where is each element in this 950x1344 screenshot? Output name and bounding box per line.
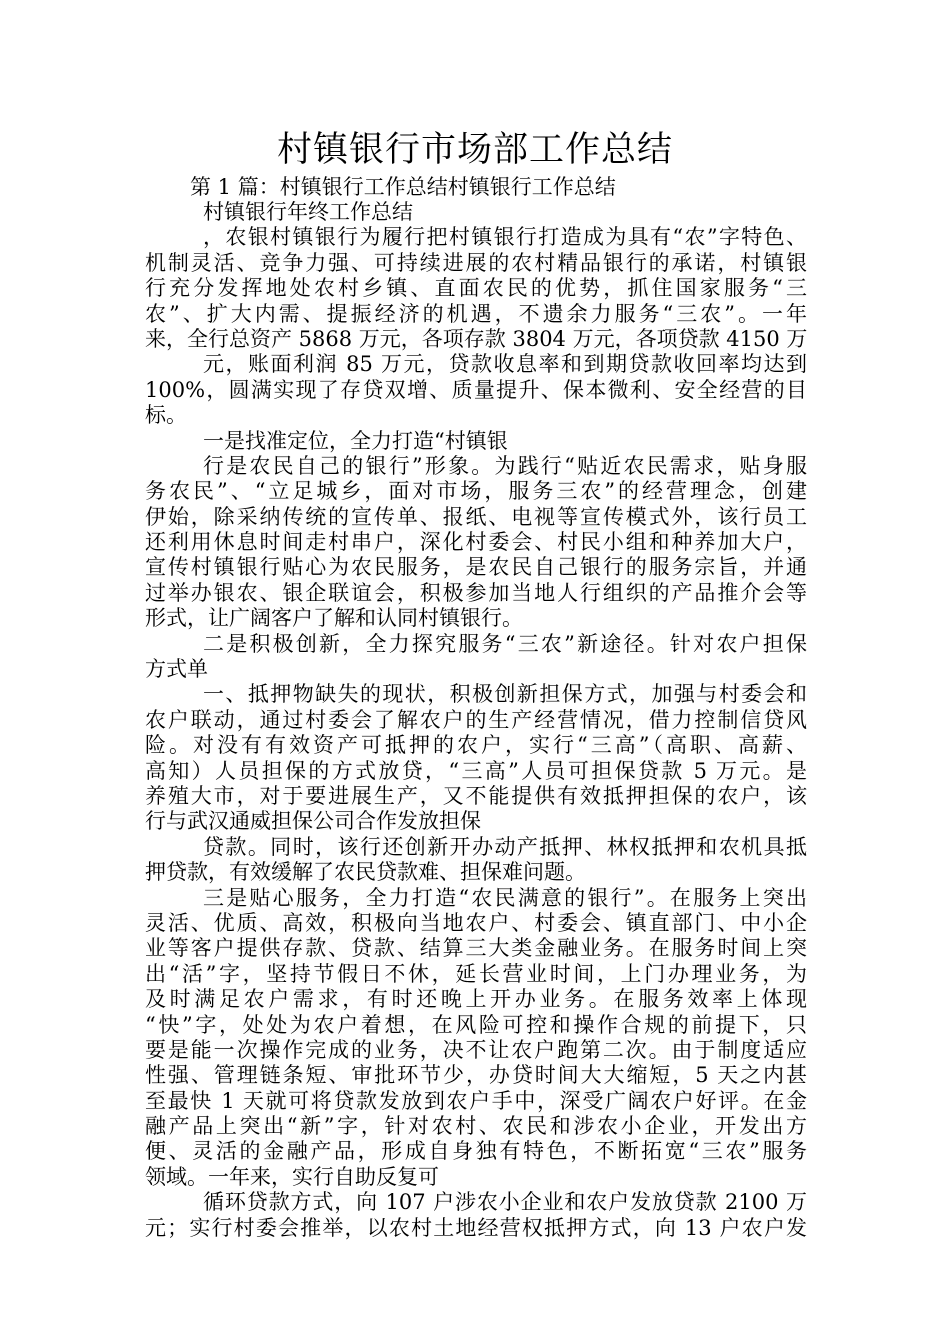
text-line: 机制灵活、竞争力强、可持续进展的农村精品银行的承诺，村镇银 (145, 250, 807, 275)
text-line: 村镇银行年终工作总结 (203, 200, 413, 224)
text-line: 形式，让广阔客户了解和认同村镇银行。 (145, 606, 523, 631)
text-line: 来，全行总资产 5868 万元，各项存款 3804 万元，各项贷款 4150 万 (145, 326, 807, 351)
text-line: 二是积极创新，全力探究服务“三农”新途径。针对农户担保 (203, 631, 807, 656)
text-line: 务农民”、“立足城乡，面对市场，服务三农”的经营理念，创建 (145, 479, 807, 504)
text-line: 领域。一年来，实行自助反复可 (145, 1164, 439, 1189)
text-line: 灵活、优质、高效，积极向当地农户、村委会、镇直部门、中小企 (145, 910, 807, 935)
document-body (145, 200, 807, 1241)
document-title: 村镇银行市场部工作总结 (276, 130, 673, 170)
document-subtitle: 第 1 篇：村镇银行工作总结村镇银行工作总结 (190, 175, 616, 199)
text-line: 元，账面利润 85 万元，贷款收息率和到期贷款收回率均达到 (203, 352, 807, 377)
text-line: 要是能一次操作完成的业务，决不让农户跑第二次。由于制度适应 (145, 1037, 807, 1062)
text-line: “快”字，处处为农户着想，在风险可控和操作合规的前提下，只 (145, 1012, 807, 1037)
text-line: 还利用休息时间走村串户，深化村委会、村民小组和种养加大户， (145, 530, 807, 555)
text-line: 三是贴心服务，全力打造“农民满意的银行”。在服务上突出 (203, 885, 807, 910)
text-line: 行是农民自己的银行”形象。为践行“贴近农民需求，贴身服 (203, 453, 807, 478)
text-line: 宣传村镇银行贴心为农民服务，是农民自己银行的服务宗旨，并通 (145, 555, 807, 580)
text-line: 伊始，除采纳传统的宣传单、报纸、电视等宣传模式外，该行员工 (145, 504, 807, 529)
text-line: 方式单 (145, 657, 208, 682)
text-line: 及时满足农户需求，有时还晚上开办业务。在服务效率上体现 (145, 987, 807, 1012)
text-line: 便、灵活的金融产品，形成自身独有特色，不断拓宽“三农”服务 (145, 1139, 807, 1164)
text-line: ，农银村镇银行为履行把村镇银行打造成为具有“农”字特色、 (203, 225, 807, 250)
text-line: 行与武汉通威担保公司合作发放担保 (145, 809, 481, 834)
text-line: 元；实行村委会推举，以农村土地经营权抵押方式，向 13 户农户发 (145, 1215, 807, 1240)
text-line: 出“活”字，坚持节假日不休，延长营业时间，上门办理业务，为 (145, 961, 807, 986)
text-line: 100%，圆满实现了存贷双增、质量提升、保本微利、安全经营的目 (145, 377, 807, 402)
text-line: 标。 (145, 403, 187, 428)
text-line: 一、抵押物缺失的现状，积极创新担保方式，加强与村委会和 (203, 682, 807, 707)
text-line: 至最快 1 天就可将贷款发放到农户手中，深受广阔农户好评。在金 (145, 1088, 807, 1113)
text-line: 农户联动，通过村委会了解农户的生产经营情况，借力控制信贷风 (145, 707, 807, 732)
text-line: 融产品上突出“新”字，针对农村、农民和涉农小企业，开发出方 (145, 1114, 807, 1139)
text-line: 循环贷款方式，向 107 户涉农小企业和农户发放贷款 2100 万 (203, 1190, 807, 1215)
text-line: 险。对没有有效资产可抵押的农户，实行“三高”（高职、高薪、 (145, 733, 807, 758)
text-line: 行充分发挥地处农村乡镇、直面农民的优势，抓住国家服务“三 (145, 276, 807, 301)
text-line: 过举办银农、银企联谊会，积极参加当地人行组织的产品推介会等 (145, 580, 807, 605)
text-line: 一是找准定位，全力打造“村镇银 (203, 428, 508, 453)
text-line: 贷款。同时，该行还创新开办动产抵押、林权抵押和农机具抵 (203, 834, 807, 859)
text-line: 农”、扩大内需、提振经济的机遇，不遗余力服务“三农”。一年 (145, 301, 807, 326)
text-line: 押贷款，有效缓解了农民贷款难、担保难问题。 (145, 860, 586, 885)
text-line: 性强、管理链条短、审批环节少，办贷时间大大缩短，5 天之内甚 (145, 1063, 807, 1088)
text-line: 业等客户提供存款、贷款、结算三大类金融业务。在服务时间上突 (145, 936, 807, 961)
text-line: 高知）人员担保的方式放贷，“三高”人员可担保贷款 5 万元。是 (145, 758, 807, 783)
text-line: 养殖大市，对于要进展生产，又不能提供有效抵押担保的农户，该 (145, 783, 807, 808)
